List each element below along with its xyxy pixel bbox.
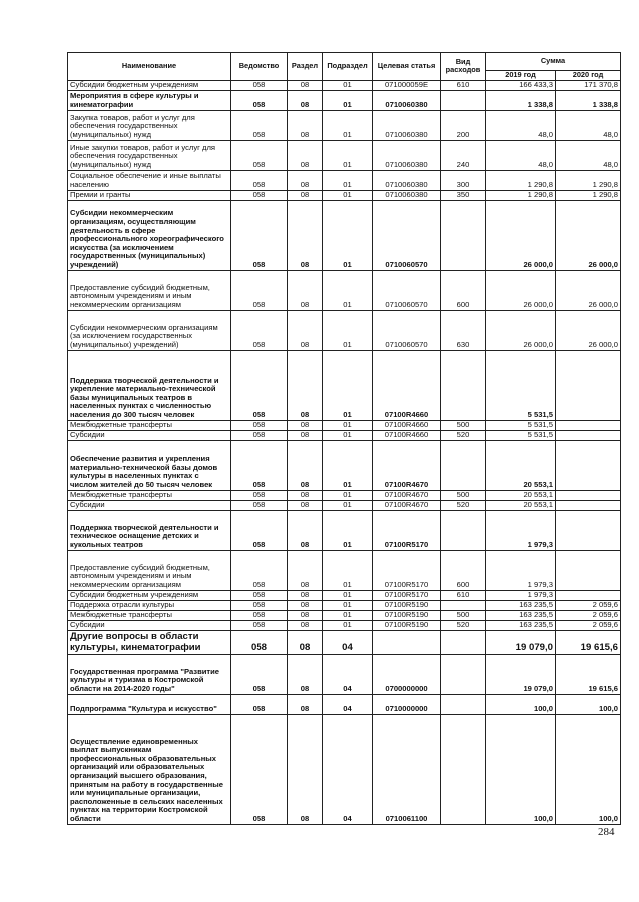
cell-podrazdel: 01 bbox=[323, 590, 373, 600]
cell-vedomstvo: 058 bbox=[231, 420, 288, 430]
cell-sum-2020: 100,0 bbox=[556, 694, 621, 714]
table-header bbox=[68, 53, 621, 81]
table-row bbox=[68, 620, 621, 630]
cell-podrazdel: 01 bbox=[323, 610, 373, 620]
cell-sum-2020: 48,0 bbox=[556, 140, 621, 170]
cell-sum-2020: 100,0 bbox=[556, 714, 621, 824]
cell-name: Межбюджетные трансферты bbox=[68, 490, 231, 500]
cell-razdel: 08 bbox=[288, 714, 323, 824]
cell-sum-2019: 5 531,5 bbox=[486, 430, 556, 440]
cell-name: Субсидии бюджетным учреждениям bbox=[68, 590, 231, 600]
cell-sum-2019: 20 553,1 bbox=[486, 440, 556, 490]
cell-sum-2020 bbox=[556, 440, 621, 490]
cell-celevaya-statya: 071000059Е bbox=[373, 80, 441, 90]
cell-sum-2020 bbox=[556, 490, 621, 500]
cell-podrazdel: 01 bbox=[323, 490, 373, 500]
cell-sum-2020: 1 338,8 bbox=[556, 90, 621, 110]
cell-vedomstvo: 058 bbox=[231, 190, 288, 200]
table-row bbox=[68, 310, 621, 350]
cell-vedomstvo: 058 bbox=[231, 90, 288, 110]
cell-name: Субсидии bbox=[68, 620, 231, 630]
cell-podrazdel: 01 bbox=[323, 500, 373, 510]
cell-podrazdel: 01 bbox=[323, 80, 373, 90]
cell-vedomstvo: 058 bbox=[231, 80, 288, 90]
cell-sum-2020: 19 615,6 bbox=[556, 654, 621, 694]
header-vid-rashodov: Вид расходов bbox=[441, 53, 486, 81]
cell-vedomstvo: 058 bbox=[231, 270, 288, 310]
cell-sum-2020: 171 370,8 bbox=[556, 80, 621, 90]
cell-razdel: 08 bbox=[288, 510, 323, 550]
cell-vid-rashodov: 520 bbox=[441, 430, 486, 440]
cell-sum-2020: 19 615,6 bbox=[556, 630, 621, 654]
cell-vedomstvo: 058 bbox=[231, 110, 288, 140]
cell-sum-2019: 163 235,5 bbox=[486, 620, 556, 630]
table-row bbox=[68, 654, 621, 694]
table-row bbox=[68, 200, 621, 270]
cell-vedomstvo: 058 bbox=[231, 200, 288, 270]
cell-name: Предоставление субсидий бюджетным, автономным учреждениям и иным некоммерческим организациям bbox=[68, 270, 231, 310]
cell-celevaya-statya: 0710060380 bbox=[373, 190, 441, 200]
table-row bbox=[68, 630, 621, 654]
cell-vedomstvo: 058 bbox=[231, 550, 288, 590]
cell-vid-rashodov: 240 bbox=[441, 140, 486, 170]
cell-sum-2020 bbox=[556, 430, 621, 440]
cell-vid-rashodov: 200 bbox=[441, 110, 486, 140]
cell-razdel: 08 bbox=[288, 110, 323, 140]
header-name: Наименование bbox=[68, 53, 231, 81]
cell-vedomstvo: 058 bbox=[231, 350, 288, 420]
header-celevaya-statya: Целевая статья bbox=[373, 53, 441, 81]
cell-celevaya-statya: 07100R5190 bbox=[373, 600, 441, 610]
cell-razdel: 08 bbox=[288, 630, 323, 654]
header-podrazdel: Подраздел bbox=[323, 53, 373, 81]
cell-celevaya-statya: 0710060380 bbox=[373, 90, 441, 110]
cell-vedomstvo: 058 bbox=[231, 590, 288, 600]
cell-celevaya-statya: 0710060570 bbox=[373, 270, 441, 310]
cell-sum-2020 bbox=[556, 590, 621, 600]
cell-vedomstvo: 058 bbox=[231, 600, 288, 610]
table-row bbox=[68, 80, 621, 90]
cell-sum-2020: 2 059,6 bbox=[556, 600, 621, 610]
cell-razdel: 08 bbox=[288, 500, 323, 510]
cell-celevaya-statya: 0710000000 bbox=[373, 694, 441, 714]
cell-razdel: 08 bbox=[288, 80, 323, 90]
cell-vedomstvo: 058 bbox=[231, 500, 288, 510]
cell-sum-2019: 26 000,0 bbox=[486, 270, 556, 310]
cell-vid-rashodov bbox=[441, 714, 486, 824]
cell-celevaya-statya: 0700000000 bbox=[373, 654, 441, 694]
cell-podrazdel: 01 bbox=[323, 200, 373, 270]
cell-podrazdel: 01 bbox=[323, 440, 373, 490]
cell-vedomstvo: 058 bbox=[231, 510, 288, 550]
cell-name: Поддержка творческой деятельности и укрепление материально-технической базы муниципальных театров в населенных пунктах с численностью населения до 300 тысяч человек bbox=[68, 350, 231, 420]
cell-razdel: 08 bbox=[288, 270, 323, 310]
header-2019: 2019 год bbox=[486, 71, 556, 81]
cell-name: Государственная программа "Развитие культуры и туризма в Костромской области на 2014-2020 годы" bbox=[68, 654, 231, 694]
cell-name: Субсидии некоммерческим организациям (за исключением государственных (муниципальных) учреждений) bbox=[68, 310, 231, 350]
cell-sum-2019: 100,0 bbox=[486, 714, 556, 824]
cell-sum-2020 bbox=[556, 550, 621, 590]
cell-razdel: 08 bbox=[288, 190, 323, 200]
cell-razdel: 08 bbox=[288, 590, 323, 600]
cell-celevaya-statya: 07100R5170 bbox=[373, 550, 441, 590]
cell-razdel: 08 bbox=[288, 140, 323, 170]
cell-vedomstvo: 058 bbox=[231, 430, 288, 440]
cell-sum-2020: 1 290,8 bbox=[556, 190, 621, 200]
cell-sum-2019: 163 235,5 bbox=[486, 600, 556, 610]
cell-razdel: 08 bbox=[288, 694, 323, 714]
cell-celevaya-statya: 0710061100 bbox=[373, 714, 441, 824]
cell-name: Субсидии bbox=[68, 500, 231, 510]
table-row bbox=[68, 510, 621, 550]
cell-celevaya-statya: 0710060380 bbox=[373, 110, 441, 140]
cell-vid-rashodov: 600 bbox=[441, 270, 486, 310]
cell-razdel: 08 bbox=[288, 200, 323, 270]
cell-vid-rashodov: 350 bbox=[441, 190, 486, 200]
cell-vid-rashodov: 610 bbox=[441, 590, 486, 600]
cell-podrazdel: 01 bbox=[323, 600, 373, 610]
cell-vid-rashodov bbox=[441, 654, 486, 694]
cell-sum-2020: 26 000,0 bbox=[556, 270, 621, 310]
cell-podrazdel: 04 bbox=[323, 714, 373, 824]
page-number: 284 bbox=[598, 826, 615, 838]
cell-celevaya-statya: 07100R4660 bbox=[373, 430, 441, 440]
cell-name: Поддержка творческой деятельности и техническое оснащение детских и кукольных театров bbox=[68, 510, 231, 550]
cell-vid-rashodov bbox=[441, 200, 486, 270]
cell-sum-2019: 163 235,5 bbox=[486, 610, 556, 620]
cell-podrazdel: 01 bbox=[323, 510, 373, 550]
cell-podrazdel: 01 bbox=[323, 310, 373, 350]
cell-vedomstvo: 058 bbox=[231, 490, 288, 500]
cell-razdel: 08 bbox=[288, 490, 323, 500]
cell-celevaya-statya: 07100R4670 bbox=[373, 490, 441, 500]
cell-vid-rashodov: 300 bbox=[441, 170, 486, 190]
cell-razdel: 08 bbox=[288, 170, 323, 190]
table-row bbox=[68, 90, 621, 110]
cell-podrazdel: 01 bbox=[323, 350, 373, 420]
table-row bbox=[68, 550, 621, 590]
cell-sum-2019: 1 979,3 bbox=[486, 550, 556, 590]
cell-podrazdel: 01 bbox=[323, 110, 373, 140]
cell-name: Закупка товаров, работ и услуг для обеспечения государственных (муниципальных) нужд bbox=[68, 110, 231, 140]
cell-celevaya-statya: 0710060380 bbox=[373, 170, 441, 190]
cell-sum-2020 bbox=[556, 510, 621, 550]
table-row bbox=[68, 350, 621, 420]
cell-vid-rashodov bbox=[441, 90, 486, 110]
cell-razdel: 08 bbox=[288, 430, 323, 440]
cell-podrazdel: 04 bbox=[323, 694, 373, 714]
cell-vid-rashodov: 520 bbox=[441, 500, 486, 510]
table-row bbox=[68, 610, 621, 620]
cell-vedomstvo: 058 bbox=[231, 140, 288, 170]
cell-sum-2019: 166 433,3 bbox=[486, 80, 556, 90]
cell-sum-2020: 26 000,0 bbox=[556, 200, 621, 270]
cell-name: Межбюджетные трансферты bbox=[68, 610, 231, 620]
cell-podrazdel: 01 bbox=[323, 170, 373, 190]
cell-podrazdel: 01 bbox=[323, 420, 373, 430]
cell-name: Иные закупки товаров, работ и услуг для обеспечения государственных (муниципальных) нужд bbox=[68, 140, 231, 170]
cell-sum-2019: 1 290,8 bbox=[486, 170, 556, 190]
budget-table bbox=[67, 52, 621, 825]
cell-podrazdel: 01 bbox=[323, 620, 373, 630]
table-row bbox=[68, 440, 621, 490]
cell-sum-2019: 48,0 bbox=[486, 140, 556, 170]
cell-sum-2019: 1 338,8 bbox=[486, 90, 556, 110]
cell-celevaya-statya: 07100R5190 bbox=[373, 620, 441, 630]
cell-vid-rashodov bbox=[441, 440, 486, 490]
header-vedomstvo: Ведомство bbox=[231, 53, 288, 81]
cell-vid-rashodov bbox=[441, 350, 486, 420]
cell-razdel: 08 bbox=[288, 620, 323, 630]
cell-sum-2019: 5 531,5 bbox=[486, 420, 556, 430]
cell-celevaya-statya: 07100R4670 bbox=[373, 440, 441, 490]
cell-razdel: 08 bbox=[288, 310, 323, 350]
cell-sum-2020: 2 059,6 bbox=[556, 620, 621, 630]
cell-name: Осуществление единовременных выплат выпускникам профессиональных образовательных организаций или образовательных организаций высшего образования, принятым на работу в государственные или муниципальные организации, расположенные в сельских населенных пунктах на территории Костромской области bbox=[68, 714, 231, 824]
cell-vedomstvo: 058 bbox=[231, 630, 288, 654]
cell-vid-rashodov: 500 bbox=[441, 420, 486, 430]
cell-sum-2020 bbox=[556, 350, 621, 420]
cell-sum-2020: 48,0 bbox=[556, 110, 621, 140]
cell-vid-rashodov: 600 bbox=[441, 550, 486, 590]
cell-vid-rashodov bbox=[441, 600, 486, 610]
table-row bbox=[68, 500, 621, 510]
cell-name: Предоставление субсидий бюджетным, автономным учреждениям и иным некоммерческим организациям bbox=[68, 550, 231, 590]
cell-vid-rashodov: 500 bbox=[441, 490, 486, 500]
header-razdel: Раздел bbox=[288, 53, 323, 81]
cell-vid-rashodov: 610 bbox=[441, 80, 486, 90]
cell-name: Обеспечение развития и укрепления материально-технической базы домов культуры в населенных пунктах с числом жителей до 50 тысяч человек bbox=[68, 440, 231, 490]
cell-name: Субсидии бюджетным учреждениям bbox=[68, 80, 231, 90]
cell-name: Поддержка отрасли культуры bbox=[68, 600, 231, 610]
cell-vid-rashodov: 630 bbox=[441, 310, 486, 350]
table-row bbox=[68, 140, 621, 170]
table-row bbox=[68, 600, 621, 610]
table-row bbox=[68, 590, 621, 600]
header-2020: 2020 год bbox=[556, 71, 621, 81]
header-summa: Сумма bbox=[486, 53, 621, 71]
cell-vedomstvo: 058 bbox=[231, 310, 288, 350]
cell-name: Субсидии некоммерческим организациям, осуществляющим деятельность в сфере профессионального хореографического искусства (за исключением государственных (муниципальных) учреждений) bbox=[68, 200, 231, 270]
cell-celevaya-statya: 0710060570 bbox=[373, 200, 441, 270]
cell-sum-2019: 20 553,1 bbox=[486, 500, 556, 510]
cell-vid-rashodov bbox=[441, 694, 486, 714]
cell-vid-rashodov: 500 bbox=[441, 610, 486, 620]
cell-vedomstvo: 058 bbox=[231, 620, 288, 630]
cell-razdel: 08 bbox=[288, 350, 323, 420]
table-row bbox=[68, 110, 621, 140]
table-body bbox=[68, 80, 621, 824]
cell-name: Премии и гранты bbox=[68, 190, 231, 200]
cell-podrazdel: 04 bbox=[323, 630, 373, 654]
cell-celevaya-statya: 0710060380 bbox=[373, 140, 441, 170]
cell-celevaya-statya: 07100R4660 bbox=[373, 420, 441, 430]
cell-sum-2019: 100,0 bbox=[486, 694, 556, 714]
cell-razdel: 08 bbox=[288, 440, 323, 490]
cell-sum-2020: 26 000,0 bbox=[556, 310, 621, 350]
cell-name: Мероприятия в сфере культуры и кинематографии bbox=[68, 90, 231, 110]
cell-sum-2020 bbox=[556, 420, 621, 430]
cell-sum-2020: 2 059,6 bbox=[556, 610, 621, 620]
cell-sum-2019: 1 979,3 bbox=[486, 510, 556, 550]
cell-sum-2019: 5 531,5 bbox=[486, 350, 556, 420]
cell-sum-2019: 19 079,0 bbox=[486, 630, 556, 654]
table-row bbox=[68, 420, 621, 430]
cell-sum-2020: 1 290,8 bbox=[556, 170, 621, 190]
cell-vedomstvo: 058 bbox=[231, 610, 288, 620]
cell-sum-2019: 19 079,0 bbox=[486, 654, 556, 694]
cell-razdel: 08 bbox=[288, 90, 323, 110]
cell-podrazdel: 01 bbox=[323, 140, 373, 170]
table-row bbox=[68, 170, 621, 190]
cell-celevaya-statya: 07100R5170 bbox=[373, 510, 441, 550]
cell-name: Межбюджетные трансферты bbox=[68, 420, 231, 430]
cell-razdel: 08 bbox=[288, 600, 323, 610]
cell-sum-2019: 26 000,0 bbox=[486, 200, 556, 270]
cell-celevaya-statya: 07100R4670 bbox=[373, 500, 441, 510]
cell-vid-rashodov bbox=[441, 630, 486, 654]
cell-vid-rashodov: 520 bbox=[441, 620, 486, 630]
cell-name: Субсидии bbox=[68, 430, 231, 440]
cell-name: Социальное обеспечение и иные выплаты населению bbox=[68, 170, 231, 190]
cell-razdel: 08 bbox=[288, 550, 323, 590]
cell-podrazdel: 01 bbox=[323, 270, 373, 310]
cell-vedomstvo: 058 bbox=[231, 694, 288, 714]
cell-vedomstvo: 058 bbox=[231, 714, 288, 824]
cell-podrazdel: 01 bbox=[323, 430, 373, 440]
cell-sum-2019: 26 000,0 bbox=[486, 310, 556, 350]
table-row bbox=[68, 694, 621, 714]
cell-sum-2019: 1 290,8 bbox=[486, 190, 556, 200]
table-row bbox=[68, 490, 621, 500]
cell-sum-2019: 20 553,1 bbox=[486, 490, 556, 500]
cell-podrazdel: 01 bbox=[323, 550, 373, 590]
cell-celevaya-statya: 07100R5170 bbox=[373, 590, 441, 600]
cell-podrazdel: 01 bbox=[323, 190, 373, 200]
cell-celevaya-statya: 07100R4660 bbox=[373, 350, 441, 420]
cell-name: Подпрограмма "Культура и искусство" bbox=[68, 694, 231, 714]
cell-podrazdel: 04 bbox=[323, 654, 373, 694]
cell-vedomstvo: 058 bbox=[231, 654, 288, 694]
cell-vedomstvo: 058 bbox=[231, 170, 288, 190]
cell-sum-2019: 48,0 bbox=[486, 110, 556, 140]
table-row bbox=[68, 190, 621, 200]
cell-name: Другие вопросы в области культуры, кинематографии bbox=[68, 630, 231, 654]
table-row bbox=[68, 714, 621, 824]
table-row bbox=[68, 430, 621, 440]
cell-razdel: 08 bbox=[288, 610, 323, 620]
cell-sum-2019: 1 979,3 bbox=[486, 590, 556, 600]
table-row bbox=[68, 270, 621, 310]
cell-celevaya-statya: 0710060570 bbox=[373, 310, 441, 350]
cell-celevaya-statya bbox=[373, 630, 441, 654]
cell-razdel: 08 bbox=[288, 654, 323, 694]
cell-vid-rashodov bbox=[441, 510, 486, 550]
cell-celevaya-statya: 07100R5190 bbox=[373, 610, 441, 620]
cell-vedomstvo: 058 bbox=[231, 440, 288, 490]
cell-razdel: 08 bbox=[288, 420, 323, 430]
cell-podrazdel: 01 bbox=[323, 90, 373, 110]
cell-sum-2020 bbox=[556, 500, 621, 510]
